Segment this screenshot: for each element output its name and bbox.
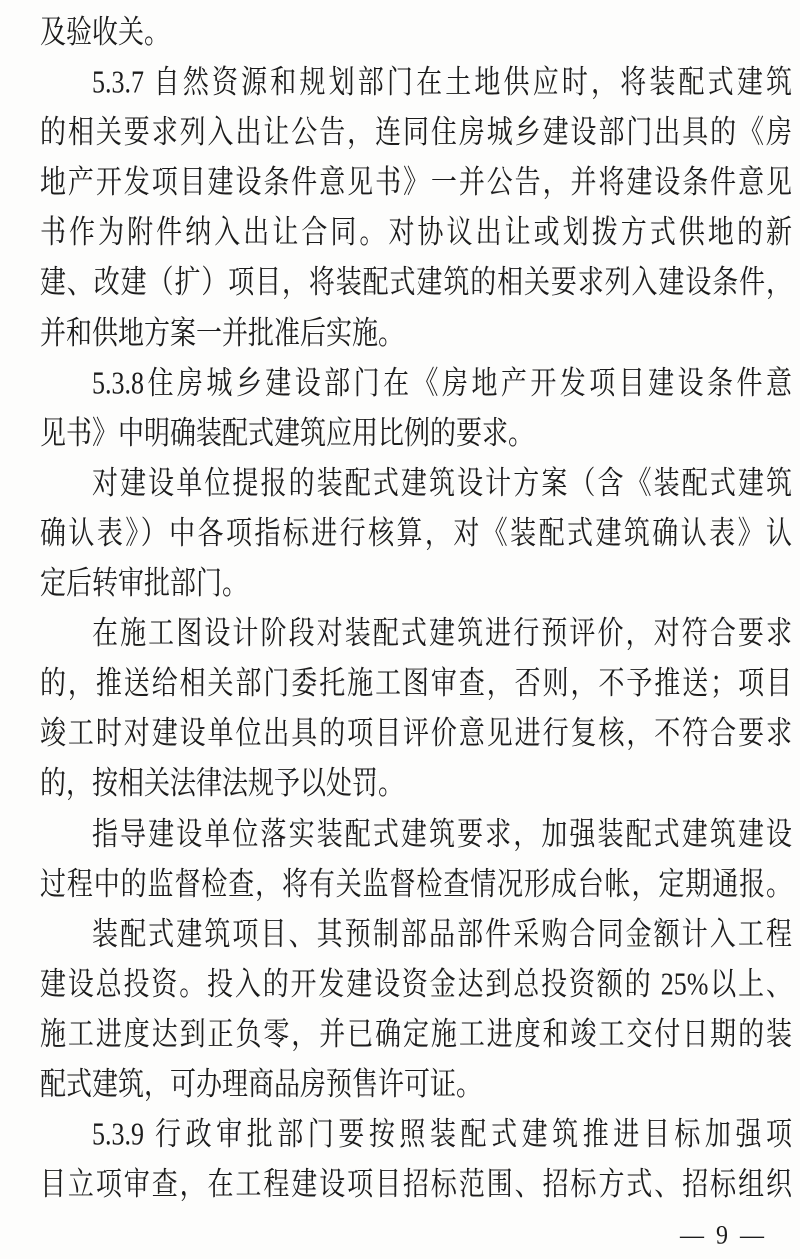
text-line: 5.3.8住房城乡建设部门在《房地产开发项目建设条件意 — [92, 365, 792, 401]
text-line: 配式建筑，可办理商品房预售许可证。 — [40, 1066, 483, 1103]
text-line: 的，按相关法律法规予以处罚。 — [40, 766, 405, 802]
text-line: 5.3.9 行政审批部门要按照装配式建筑推进目标加强项 — [92, 1116, 792, 1153]
text-line: 书作为附件纳入出让合同。对协议出让或划拨方式供地的新 — [40, 215, 792, 251]
text-line: 地产开发项目建设条件意见书》一并公告，并将建设条件意见 — [40, 164, 792, 201]
text-line: 装配式建筑项目、其预制部品部件采购合同金额计入工程 — [92, 916, 792, 952]
text-line: 指导建设单位落实装配式建筑要求，加强装配式建筑建设 — [92, 816, 792, 852]
text-line: 建设总投资。投入的开发建设资金达到总投资额的 25%以上、 — [40, 966, 792, 1002]
text-line: 见书》中明确装配式建筑应用比例的要求。 — [40, 415, 535, 451]
text-line: 竣工时对建设单位出具的项目评价意见进行复核，不符合要求 — [40, 716, 792, 752]
text-line: 过程中的监督检查，将有关监督检查情况形成台帐，定期通报。 — [40, 866, 792, 902]
text-line: 建、改建（扩）项目，将装配式建筑的相关要求列入建设条件， — [40, 265, 792, 301]
text-line: 及验收关。 — [40, 14, 171, 51]
page-number: — 9 — — [680, 1221, 767, 1251]
text-line: 确认表》）中各项指标进行核算，对《装配式建筑确认表》认 — [40, 515, 792, 552]
text-line: 定后转审批部门。 — [40, 565, 249, 602]
text-line: 的相关要求列入出让公告，连同住房城乡建设部门出具的《房 — [40, 114, 792, 151]
text-line: 目立项审查，在工程建设项目招标范围、招标方式、招标组织 — [40, 1166, 792, 1203]
text-line: 对建设单位提报的装配式建筑设计方案（含《装配式建筑 — [92, 465, 792, 501]
text-line: 并和供地方案一并批准后实施。 — [40, 315, 405, 351]
text-line: 施工进度达到正负零，并已确定施工进度和竣工交付日期的装 — [40, 1016, 792, 1052]
text-line: 5.3.7 自然资源和规划部门在土地供应时，将装配式建筑 — [92, 64, 792, 101]
document-body — [40, 8, 792, 1210]
text-line: 的，推送给相关部门委托施工图审查，否则，不予推送；项目 — [40, 665, 792, 702]
text-line: 在施工图设计阶段对装配式建筑进行预评价，对符合要求 — [92, 615, 792, 652]
